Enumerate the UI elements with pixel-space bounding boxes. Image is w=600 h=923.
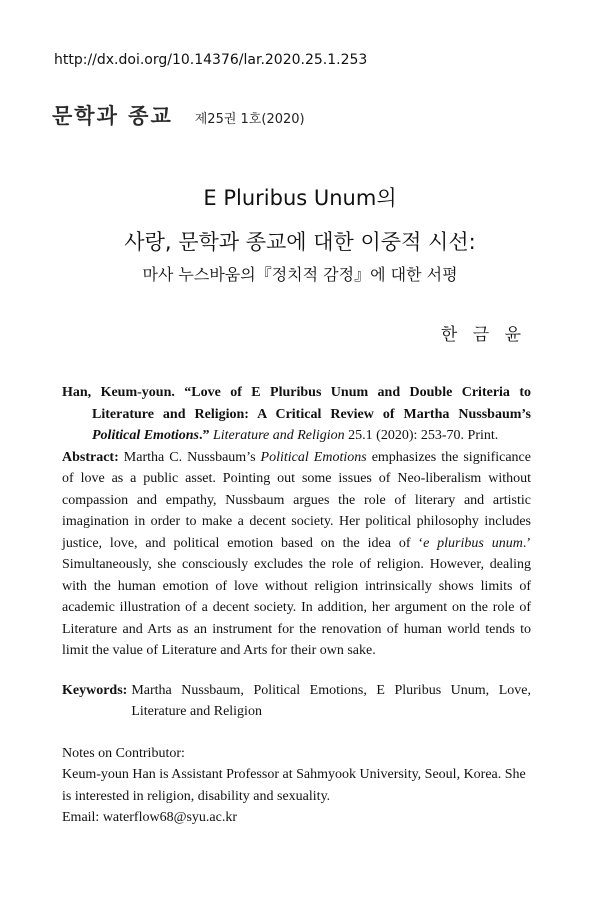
journal-name: 문학과 종교 [52,104,173,128]
notes-heading: Notes on Contributor: [62,745,185,761]
keywords [62,680,531,723]
abstract-text-1: Martha C. Nussbaum’s [118,449,261,465]
title-line-1: E Pluribus Unum의 [203,186,397,210]
journal-issue: 제25권 1호(2020) [194,112,305,127]
abstract-text-3: .’ Simultaneously, she consciously excludes the role of religion. However, dealing with the human emotion of love without religion intrinsically shows limits of academic illustration of a decent society. In addition, her argument on the role of Literature and Arts as an instrument for the renovation of human world tends to limit the value of Literature and Arts for their own sake. [62,535,531,658]
keywords-text: Martha Nussbaum, Political Emotions, E Pluribus Unum, Love, Literature and Religion [131,682,531,719]
abstract-italic-2: e pluribus unum [423,535,523,551]
abstract-text-2: emphasizes the significance of love as a public asset. Pointing out some issues of Neo-liberalism without compassion and empathy, Nussbaum argues the role of literary and artistic imagination in order to make a decent society. Her political philosophy includes justice, love, and political emotion based on the idea of ‘ [62,449,531,551]
notes-email[interactable]: Email: waterflow68@syu.ac.kr [62,810,238,825]
citation-journal: Literature and Religion [212,428,345,443]
citation [62,382,531,447]
article-body [62,382,531,829]
abstract-italic-1: Political Emotions [260,449,367,465]
notes-bio: Keum-youn Han is Assistant Professor at Sahmyook University, Seoul, Korea. She is interested in religion, disability and sexuality. [62,767,526,804]
author-name: 한 금 윤 [440,325,526,345]
contributor-notes [62,743,531,829]
citation-bold: Han, Keum-youn. “Love of E Pluribus Unum and Double Criteria to Literature and Religion: A Critical Review of Martha Nussbaum’s [62,385,531,422]
doi-link[interactable]: http://dx.doi.org/10.14376/lar.2020.25.1.253 [54,52,368,68]
abstract [62,447,531,662]
subtitle: 마사 누스바움의『정치적 감정』에 대한 서평 [142,265,458,284]
title-line-2: 사랑, 문학과 종교에 대한 이중적 시선: [124,230,476,254]
citation-rest: 25.1 (2020): 253-70. Print. [344,428,499,443]
citation-bold-end: .” [198,428,210,443]
keywords-label: Keywords: [62,682,128,698]
journal-header [52,100,305,130]
citation-book-title: Political Emotions [92,428,199,443]
abstract-label: Abstract: [62,449,119,465]
